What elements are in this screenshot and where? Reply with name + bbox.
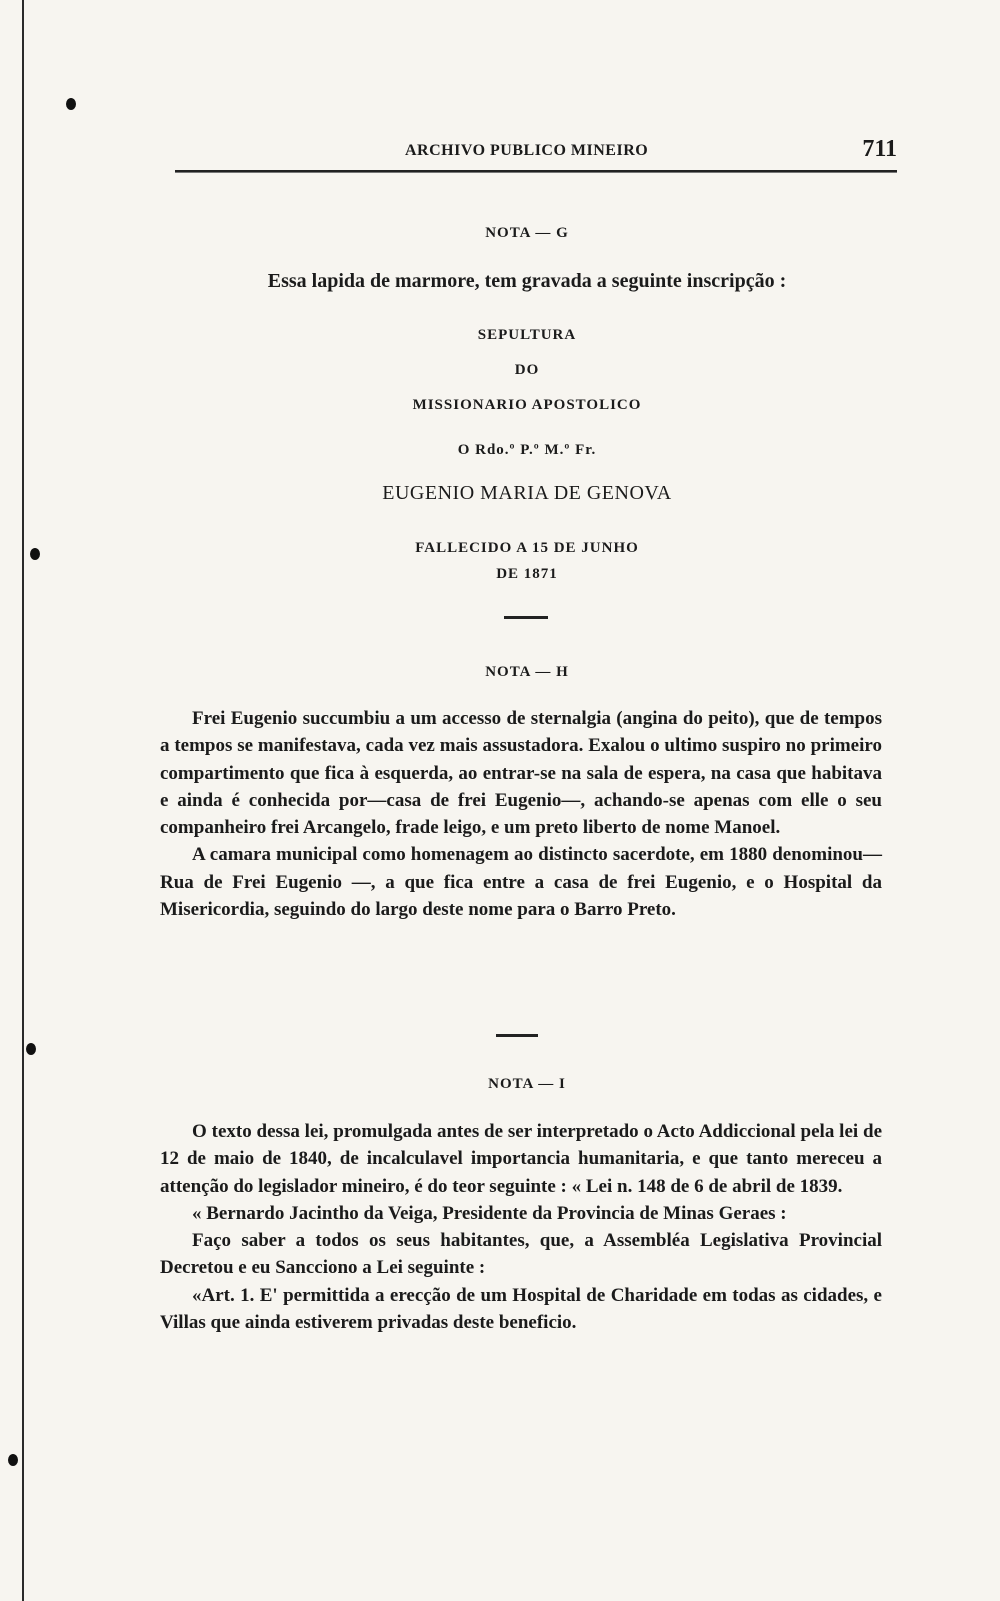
inscription-line: MISSIONARIO APOSTOLICO [412, 397, 642, 413]
nota-h-heading: NOTA — H [485, 664, 569, 680]
inscription-name: EUGENIO MARIA DE GENOVA [382, 482, 672, 504]
inscription-line: O Rdo.º P.º M.º Fr. [457, 442, 597, 458]
scan-mark [8, 1454, 18, 1466]
nota-g-intro: Essa lapida de marmore, tem gravada a seguinte inscripção : [267, 270, 787, 292]
paragraph: « Bernardo Jacintho da Veiga, Presidente da Provincia de Minas Geraes : [192, 1202, 787, 1224]
page-number: 711 [862, 136, 897, 162]
running-head: ARCHIVO PUBLICO MINEIRO [405, 142, 649, 159]
binding-edge-line [22, 0, 24, 1601]
paragraph: Faço saber a todos os seus habitantes, que, a Assembléa Legislativa Provincial Decretou e eu Sancciono a Lei seguinte : [160, 1230, 882, 1279]
page-header [175, 136, 897, 180]
section-divider [504, 616, 548, 619]
paragraph: «Art. 1. E' permittida a erecção de um Hospital de Charidade em todas as cidades, e Villas que ainda estiverem privadas deste beneficio. [160, 1284, 882, 1334]
nota-i-body [160, 1118, 882, 1336]
paragraph: Frei Eugenio succumbiu a um accesso de sternalgia (angina do peito), que de tempos a tempos se manifestava, cada vez mais assustadora. Exalou o ultimo suspiro no primeiro compartimento que fica à esquerda, ao entrar-se na sala de espera, na casa que habitava e ainda é conhecida por—casa de frei Eugenio—, achando-se apenas com elle o seu companheiro frei Arcangelo, frade leigo, e um preto liberto de nome Manoel. [160, 708, 882, 839]
inscription-line: SEPULTURA [477, 327, 577, 343]
section-divider [496, 1034, 538, 1037]
scan-mark [26, 1043, 36, 1055]
inscription-line: FALLECIDO A 15 DE JUNHO [415, 540, 639, 556]
nota-g-heading: NOTA — G [485, 225, 569, 241]
inscription-line: DO [514, 362, 540, 378]
scan-mark [30, 548, 40, 560]
nota-i-heading: NOTA — I [488, 1076, 566, 1092]
inscription-line: DE 1871 [496, 566, 558, 582]
nota-h-body [160, 705, 882, 923]
scan-mark [66, 98, 76, 110]
paragraph: A camara municipal como homenagem ao distincto sacerdote, em 1880 denominou—Rua de Frei Eugenio —, a que fica entre a casa de frei Eugenio, e o Hospital da Misericordia, seguindo do largo deste nome para o Barro Preto. [160, 844, 882, 921]
header-rule [175, 170, 897, 173]
paragraph: O texto dessa lei, promulgada antes de ser interpretado o Acto Addiccional pela lei de 12 de maio de 1840, de incalculavel importancia humanitaria, e que tanto mereceu a attenção do legislador mineiro, é do teor seguinte : « Lei n. 148 de 6 de abril de 1839. [160, 1121, 882, 1197]
